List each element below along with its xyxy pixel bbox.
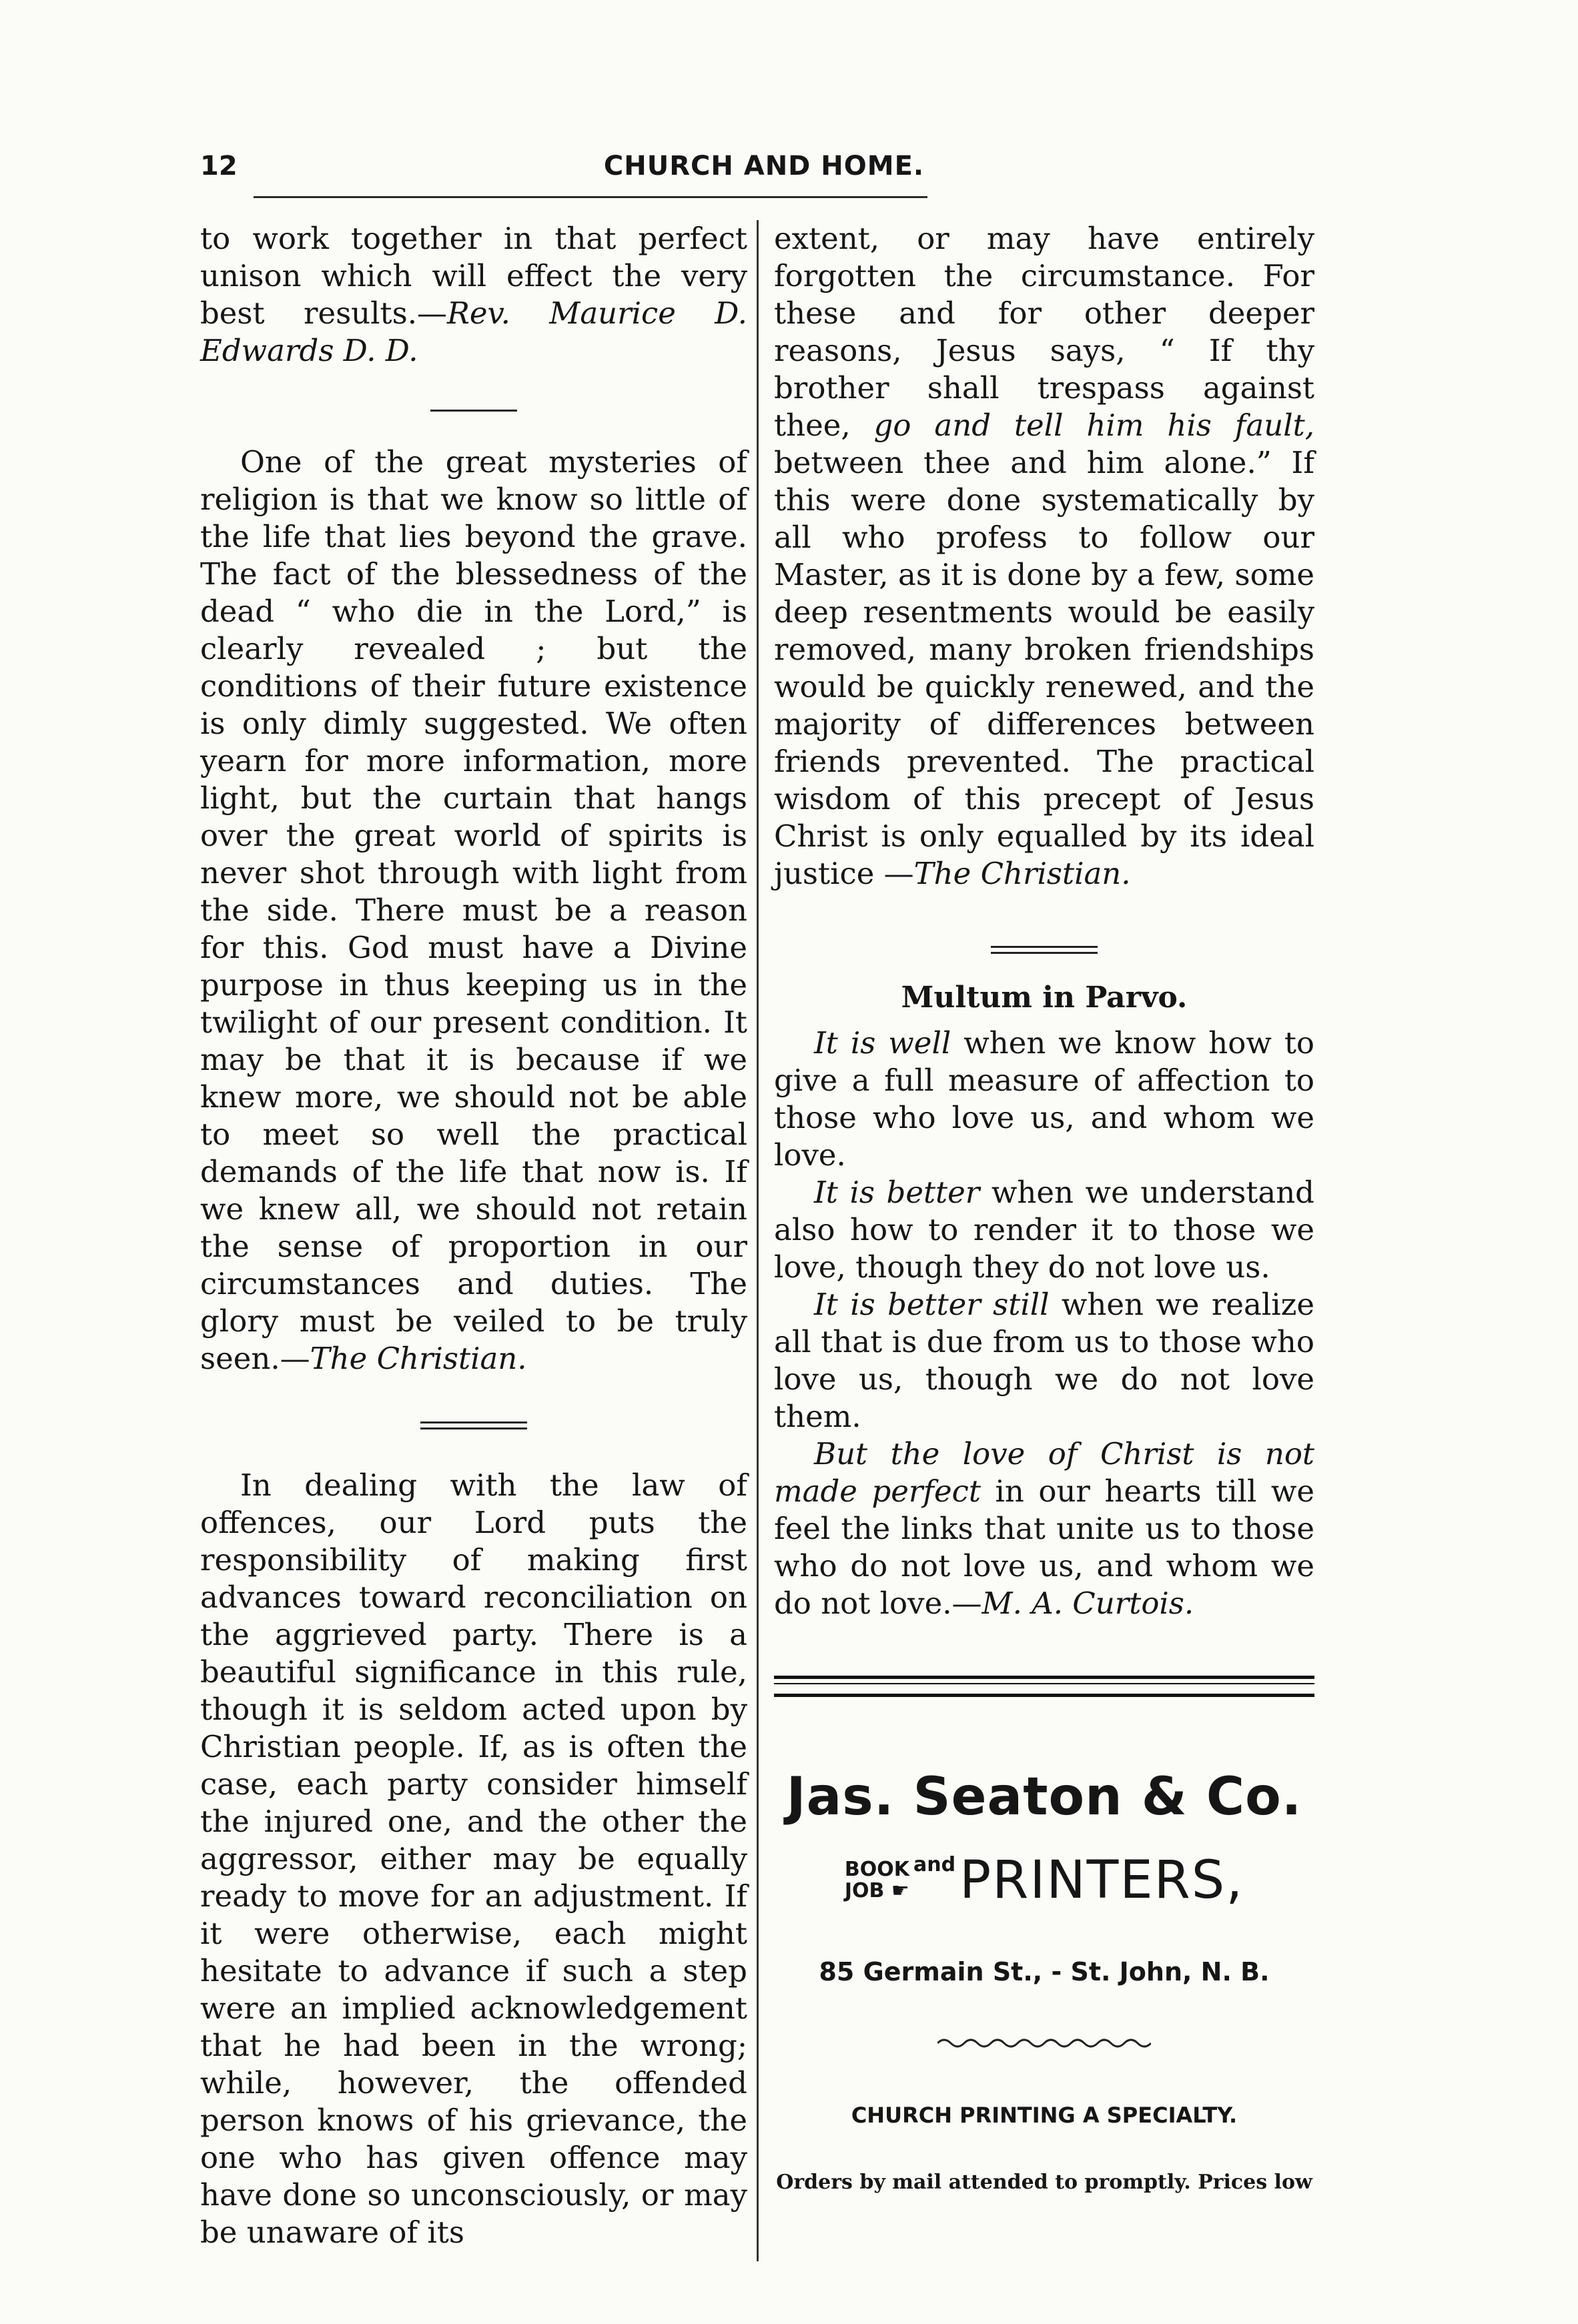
ad-printers-label: PRINTERS, — [959, 1850, 1244, 1910]
ad-firm-name: Jas. Seaton & Co. — [786, 1767, 1302, 1827]
column-divider — [757, 220, 759, 2261]
ad-job-label — [845, 1880, 909, 1902]
maxim-4-text: in our hearts till we feel the links that unite us to those who do not love us, and whom we do not love.— — [774, 1474, 1314, 1621]
left-paragraph-1 — [200, 220, 747, 370]
maxim-2-text: when we understand also how to render it to those we love, though they do not love us. — [774, 1175, 1314, 1285]
page-header — [200, 151, 1328, 197]
maxim-3-emphasis: It is better still — [814, 1287, 1050, 1322]
right-column — [774, 220, 1314, 2194]
wavy-ornament-icon — [937, 2033, 1151, 2053]
maxim-1-emphasis: It is well — [814, 1025, 951, 1061]
right-p1-text-b: between thee and him alone.” If this were done systematically by all who profess to follow our Master, as it is done by a few, some deep resentments would be easily removed, many broken friendships would be quickly renewed, and the majority of differences between friends prevented. The practical wisdom of this precept of Jesus Christ is only equalled by its ideal justice — — [774, 445, 1314, 891]
maxim-4-emphasis: But the love of Christ is not made perfect — [774, 1436, 1314, 1509]
page-number: 12 — [200, 151, 238, 181]
right-p1-text-a: extent, or may have entirely forgotten the circumstance. For these and for other deeper reasons, Jesus says, “ If thy brother shall trespass against thee, — [774, 221, 1314, 443]
maxim-1-text: when we know how to give a full measure of affection to those who love us, and whom we love. — [774, 1025, 1314, 1173]
left-p2-attribution: The Christian. — [310, 1341, 527, 1376]
header-rule — [254, 196, 927, 198]
section-title: Multum in Parvo. — [901, 981, 1188, 1015]
ad-book-label: BOOK — [844, 1858, 910, 1881]
right-p1-emphasis: go and tell him his fault, — [873, 408, 1315, 443]
ad-and-label: and — [913, 1853, 956, 1876]
maxim-4 — [774, 1435, 1314, 1622]
ad-printers-row — [774, 1850, 1314, 1910]
left-paragraph-3: In dealing with the law of offences, our Lord puts the responsibility of making first advances toward reconciliation on the aggrieved party. There is a beautiful significance in this rule, though it is seldom acted upon by Christian people. If, as is often the case, each party consider himself the injured one, and the other the aggressor, either may be equally ready to move for an adjustment. If it were otherwise, each might hesitate to advance if such a step were an implied acknowledgement that he had been in the wrong; while, however, the offended person knows of his grievance, the one who has given offence may have done so unconsciously, or may be unaware of its — [200, 1468, 747, 2250]
ad-orders-line: Orders by mail attended to promptly. Prices low — [776, 2171, 1312, 2194]
maxim-1 — [774, 1025, 1314, 1174]
maxim-3 — [774, 1286, 1314, 1435]
left-column — [200, 220, 747, 2251]
right-p1-attribution: The Christian. — [913, 856, 1131, 891]
maxim-2 — [774, 1174, 1314, 1286]
ad-specialty: CHURCH PRINTING A SPECIALTY. — [851, 2103, 1238, 2128]
pointing-hand-icon: ☛ — [884, 1879, 909, 1902]
ad-address: 85 Germain St., - St. John, N. B. — [819, 1957, 1270, 1986]
ad-job-text: JOB — [844, 1879, 885, 1902]
running-title: CHURCH AND HOME. — [603, 151, 925, 181]
left-p2-text: One of the great mysteries of religion is that we know so little of the life that lies beyond the grave. The fact of the blessedness of the dead “ who die in the Lord,” is clearly revealed ; but the conditions of their future existence is only dimly suggested. We often yearn for more information, more light, but the curtain that hangs over the great world of spirits is never shot through with light from the side. There must be a reason for this. God must have a Divine purpose in thus keeping us in the twilight of our present condition. It may be that it is because if we knew more, we should not be able to meet so well the practical demands of the life that now is. If we knew all, we should not retain the sense of proportion in our circumstances and duties. The glory must be veiled to be truly seen.— — [200, 444, 747, 1376]
maxim-2-emphasis: It is better — [814, 1175, 980, 1210]
left-paragraph-2 — [200, 444, 747, 1377]
maxim-3-text: when we realize all that is due from us to those who love us, though we do not love them. — [774, 1287, 1314, 1434]
advertisement — [774, 1764, 1314, 2194]
double-separator-rule — [420, 1421, 527, 1429]
maxim-4-attribution: M. A. Curtois. — [981, 1586, 1194, 1621]
right-paragraph-1 — [774, 220, 1314, 893]
left-p1-text: to work together in that perfect unison which will effect the very best results.— — [200, 221, 747, 331]
heavy-double-rule — [774, 1676, 1314, 1697]
left-p1-attribution: Rev. Maurice D. Edwards D. D. — [200, 296, 747, 368]
ad-book-job — [845, 1859, 909, 1902]
double-separator-rule — [991, 946, 1098, 954]
